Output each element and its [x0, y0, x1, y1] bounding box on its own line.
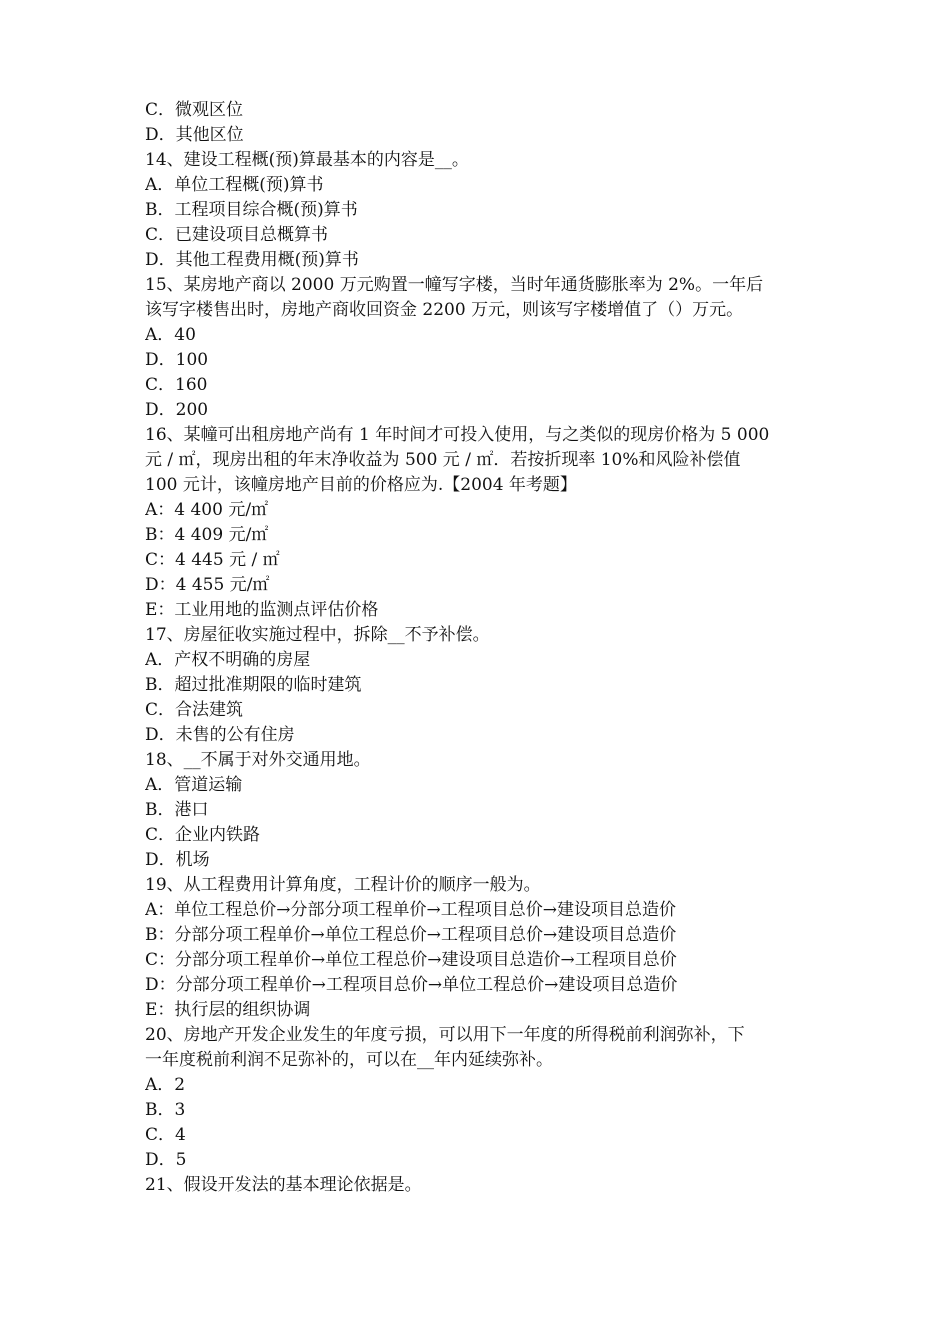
answer-option-line: C．4: [145, 1125, 186, 1145]
answer-option-line: D．机场: [145, 850, 210, 870]
answer-option-line: C．合法建筑: [145, 700, 244, 720]
question-text-line: 14、建设工程概(预)算最基本的内容是__。: [145, 150, 469, 170]
question-text-line: 15、某房地产商以 2000 万元购置一幢写字楼，当时年通货膨胀率为 2%。一年后: [145, 275, 764, 295]
answer-option-line: B：4 409 元/㎡: [145, 525, 269, 545]
question-text-line: 18、__不属于对外交通用地。: [145, 750, 371, 770]
answer-option-line: D．200: [145, 400, 209, 420]
answer-option-line: D：分部分项工程单价→工程项目总价→单位工程总价→建设项目总造价: [145, 975, 678, 995]
answer-option-line: B．超过批准期限的临时建筑: [145, 675, 362, 695]
answer-option-line: C：4 445 元 / ㎡: [145, 550, 280, 570]
answer-option-line: D．5: [145, 1150, 187, 1170]
answer-option-line: A．2: [145, 1075, 186, 1095]
answer-option-line: C．企业内铁路: [145, 825, 261, 845]
answer-option-line: B：分部分项工程单价→单位工程总价→工程项目总价→建设项目总造价: [145, 925, 677, 945]
answer-option-line: E：工业用地的监测点评估价格: [145, 600, 379, 620]
question-text-line: 元 / ㎡，现房出租的年末净收益为 500 元 / ㎡．若按折现率 10%和风险补偿值: [145, 450, 741, 470]
question-text-line: 21、假设开发法的基本理论依据是。: [145, 1175, 422, 1195]
answer-option-line: D．其他区位: [145, 125, 244, 145]
answer-option-line: A：单位工程总价→分部分项工程单价→工程项目总价→建设项目总造价: [145, 900, 677, 920]
answer-option-line: B．工程项目综合概(预)算书: [145, 200, 358, 220]
question-text-line: 100 元计，该幢房地产目前的价格应为.【2004 年考题】: [145, 475, 577, 495]
answer-option-line: A．产权不明确的房屋: [145, 650, 311, 670]
answer-option-line: A．管道运输: [145, 775, 243, 795]
answer-option-line: D．未售的公有住房: [145, 725, 295, 745]
question-text-line: 17、房屋征收实施过程中，拆除__不予补偿。: [145, 625, 490, 645]
question-text-line: 16、某幢可出租房地产尚有 1 年时间才可投入使用，与之类似的现房价格为 5 000: [145, 425, 770, 445]
answer-option-line: D．100: [145, 350, 209, 370]
question-text-line: 20、房地产开发企业发生的年度亏损，可以用下一年度的所得税前利润弥补，下: [145, 1025, 745, 1045]
question-text-line: 一年度税前利润不足弥补的，可以在__年内延续弥补。: [145, 1050, 553, 1070]
answer-option-line: C．160: [145, 375, 208, 395]
answer-option-line: B．港口: [145, 800, 209, 820]
answer-option-line: A：4 400 元/㎡: [145, 500, 269, 520]
answer-option-line: C．微观区位: [145, 100, 244, 120]
answer-option-line: E：执行层的组织协调: [145, 1000, 311, 1020]
answer-option-line: D．其他工程费用概(预)算书: [145, 250, 359, 270]
answer-option-line: B．3: [145, 1100, 186, 1120]
answer-option-line: C：分部分项工程单价→单位工程总价→建设项目总造价→工程项目总价: [145, 950, 677, 970]
document-page: [145, 98, 810, 1198]
question-text-line: 19、从工程费用计算角度，工程计价的顺序一般为。: [145, 875, 541, 895]
question-text-line: 该写字楼售出时，房地产商收回资金 2200 万元，则该写字楼增值了（）万元。: [145, 300, 744, 320]
answer-option-line: C．已建设项目总概算书: [145, 225, 329, 245]
answer-option-line: A．40: [145, 325, 196, 345]
answer-option-line: D：4 455 元/㎡: [145, 575, 270, 595]
answer-option-line: A．单位工程概(预)算书: [145, 175, 324, 195]
